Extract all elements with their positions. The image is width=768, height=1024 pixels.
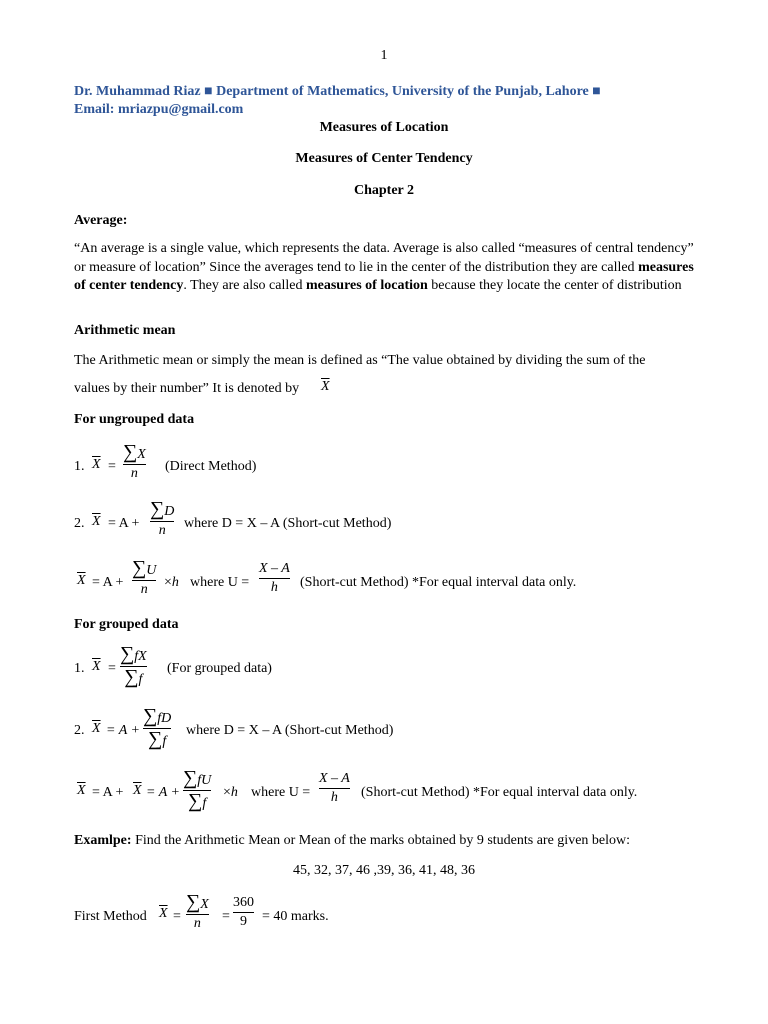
shortcut-equal-interval-text: (Short-cut Method) *For equal interval data only.: [361, 785, 638, 800]
ungrouped-heading: For ungrouped data: [74, 412, 195, 427]
fraction-sumu-over-n: ∑U n: [132, 557, 157, 597]
page-number: 1: [380, 48, 388, 63]
arithmetic-mean-heading: Arithmetic mean: [74, 323, 176, 338]
fraction-sumx-over-n: ∑X n: [123, 441, 146, 481]
average-paragraph: “An average is a single value, which represents the data. Average is also called “measures of central tendency” or measure of location” Since the averages tend to lie in the center of the distribution they are called measures of center tendency. They are also called measures of location because they locate the center of distribution: [74, 241, 694, 293]
grouped-f1-number: 1.: [74, 661, 85, 676]
title-chapter: Chapter 2: [353, 183, 415, 198]
equals-sign: =: [108, 459, 116, 474]
shortcut-equal-interval-text: (Short-cut Method) *For equal interval data only.: [300, 575, 577, 590]
equals-a-plus: = A +: [106, 723, 140, 738]
grouped-f2-number: 2.: [74, 723, 85, 738]
fraction-sumfd-over-sumf: ∑fD ∑f: [143, 705, 172, 750]
fraction-sumfu-over-sumf: ∑fU ∑f: [183, 767, 212, 812]
ungrouped-f1-number: 1.: [74, 459, 85, 474]
xbar-symbol: $\overline{X}$: [321, 379, 330, 394]
email-line: Email: mriazpu@gmail.com: [74, 102, 244, 117]
equals-a-plus: = A +: [146, 785, 180, 800]
where-u-equals: where U =: [190, 575, 250, 590]
xbar-symbol: $\overline{X}$: [92, 457, 101, 472]
xbar-symbol: $\overline{X}$: [77, 573, 86, 588]
xbar-symbol: $\overline{X}$: [77, 783, 86, 798]
title-measures-location: Measures of Location: [319, 120, 449, 135]
times-h: ×h: [223, 785, 238, 800]
shortcut-method-text: where D = X – A (Short-cut Method): [186, 723, 394, 738]
times-h: ×h: [164, 575, 179, 590]
equals-a-plus: = A +: [108, 516, 140, 531]
xbar-symbol: $\overline{X}$: [92, 721, 101, 736]
where-u-equals: where U =: [251, 785, 311, 800]
xbar-symbol: $\overline{X}$: [92, 659, 101, 674]
xbar-symbol: $\overline{X}$: [92, 514, 101, 529]
for-grouped-data-label: (For grouped data): [167, 661, 272, 676]
fraction-x-minus-a-over-h: X – A h: [259, 561, 290, 595]
xbar-symbol: $\overline{X}$: [159, 906, 168, 921]
fraction-sumx-over-n: ∑X n: [186, 891, 209, 931]
fraction-360-over-9: 360 9: [233, 895, 254, 929]
example-result: = 40 marks.: [262, 909, 329, 924]
shortcut-method-text: where D = X – A (Short-cut Method): [184, 516, 392, 531]
fraction-sumfx-over-sumf: ∑fX ∑f: [120, 643, 147, 688]
ungrouped-f2-number: 2.: [74, 516, 85, 531]
first-method-label: First Method: [74, 909, 147, 924]
mean-definition-line1: The Arithmetic mean or simply the mean is defined as “The value obtained by dividing the sum of the: [74, 353, 646, 368]
mean-definition-line2: values by their number” It is denoted by: [74, 381, 300, 396]
grouped-heading: For grouped data: [74, 617, 179, 632]
equals-sign: =: [108, 661, 116, 676]
fraction-sumd-over-n: ∑D n: [150, 498, 175, 538]
author-line: Dr. Muhammad Riaz ■ Department of Mathematics, University of the Punjab, Lahore ■: [74, 84, 601, 99]
equals-sign: =: [222, 909, 230, 924]
fraction-x-minus-a-over-h: X – A h: [319, 771, 350, 805]
equals-a-plus: = A +: [92, 785, 124, 800]
equals-sign: =: [173, 909, 181, 924]
example-statement: Examlpe: Find the Arithmetic Mean or Mean of the marks obtained by 9 students are given below:: [74, 833, 631, 848]
title-center-tendency: Measures of Center Tendency: [295, 151, 473, 166]
equals-a-plus: = A +: [92, 575, 124, 590]
direct-method-label: (Direct Method): [165, 459, 257, 474]
xbar-symbol: $\overline{X}$: [133, 783, 142, 798]
average-heading: Average:: [74, 213, 128, 228]
example-values: 45, 32, 37, 46 ,39, 36, 41, 48, 36: [293, 863, 475, 878]
